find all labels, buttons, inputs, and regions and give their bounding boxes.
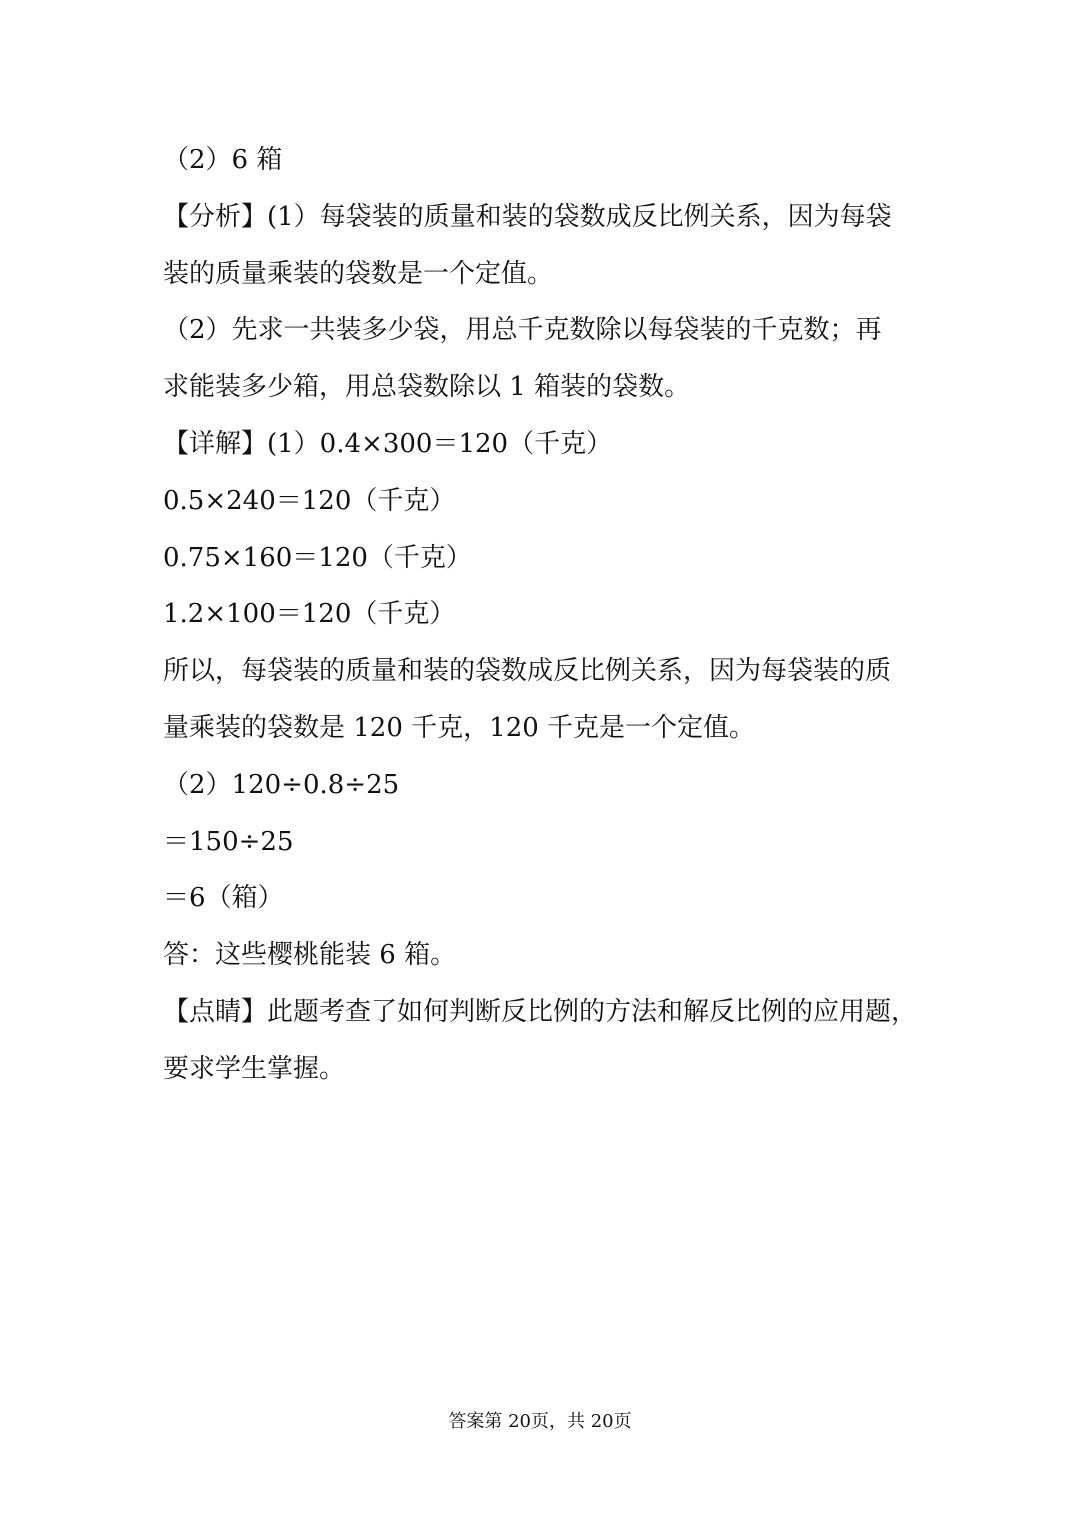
answer-line-part2-result: （2）6 箱 (163, 145, 283, 175)
analysis-line-1: 【分析】(1）每袋装的质量和装的袋数成反比例关系，因为每袋 (163, 201, 892, 232)
analysis-line-4: 求能装多少箱，用总袋数除以 1 箱装的袋数。 (163, 372, 691, 403)
analysis-line-3: （2）先求一共装多少袋，用总千克数除以每袋装的千克数；再 (163, 315, 882, 346)
solution-line-2: 0.5×240＝120（千克） (163, 485, 456, 516)
calc-line-3: ＝6（箱） (163, 883, 284, 914)
solution-conclusion-line-1: 所以，每袋装的质量和装的袋数成反比例关系，因为每袋装的质 (163, 656, 892, 687)
answer-content (163, 138, 933, 1104)
solution-line-3: 0.75×160＝120（千克） (163, 542, 472, 573)
calc-line-1: （2）120÷0.8÷25 (163, 769, 400, 800)
analysis-line-2: 装的质量乘装的袋数是一个定值。 (163, 258, 554, 289)
comment-line-2: 要求学生掌握。 (163, 1053, 346, 1084)
comment-line-1: 【点睛】此题考查了如何判断反比例的方法和解反比例的应用题， (163, 996, 918, 1027)
solution-conclusion-line-2: 量乘装的袋数是 120 千克，120 千克是一个定值。 (163, 712, 756, 743)
calc-line-2: ＝150÷25 (163, 826, 294, 857)
page-footer: 答案第 20页，共 20页 (448, 1411, 632, 1432)
solution-line-4: 1.2×100＝120（千克） (163, 599, 456, 630)
solution-line-1: 【详解】(1）0.4×300＝120（千克） (163, 428, 613, 459)
final-answer-line: 答：这些樱桃能装 6 箱。 (163, 940, 457, 971)
